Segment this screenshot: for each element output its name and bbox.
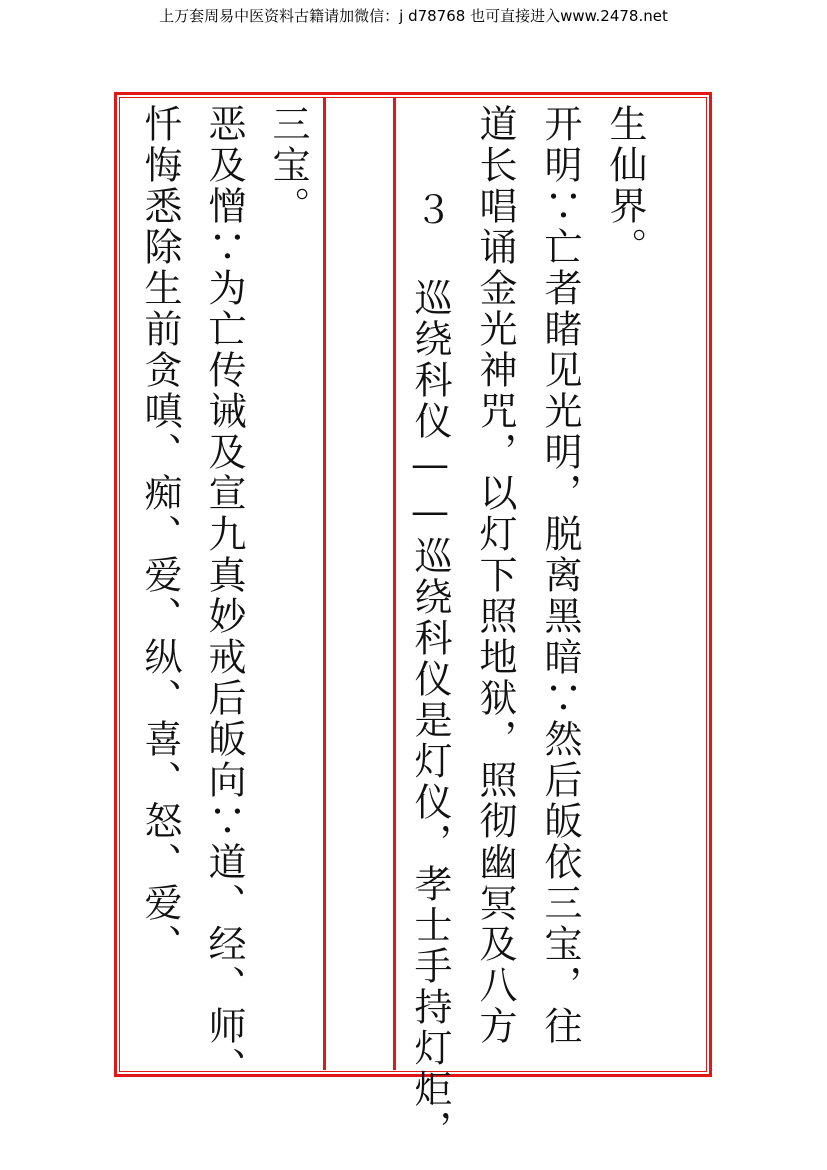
text-column-3: 道长唱诵金光神咒，以灯下照地狱，照彻幽冥及八方 [473, 104, 517, 1047]
text-column-6: 恶及憎∵为亡传诫及宣九真妙戒后皈向∵道、经、师、 [202, 104, 246, 1088]
text-column-4: ３ 巡绕科仪——巡绕科仪是灯仪，孝士手持灯炬， [408, 190, 452, 1151]
column-divider-left [323, 98, 326, 1070]
text-column-5: 三宝。 [266, 104, 310, 227]
page-header: 上万套周易中医资料古籍请加微信：j d78768 也可直接进入www.2478.net [159, 7, 668, 25]
column-divider-right [393, 98, 396, 1070]
text-column-7: 忏悔悉除生前贪嗔、痴、爱、纵、喜、怒、爱、 [138, 104, 182, 965]
text-column-1: 生仙界。 [603, 104, 647, 268]
text-column-2: 开明∵亡者睹见光明，脱离黑暗∵然后皈依三宝，往 [538, 104, 582, 1047]
